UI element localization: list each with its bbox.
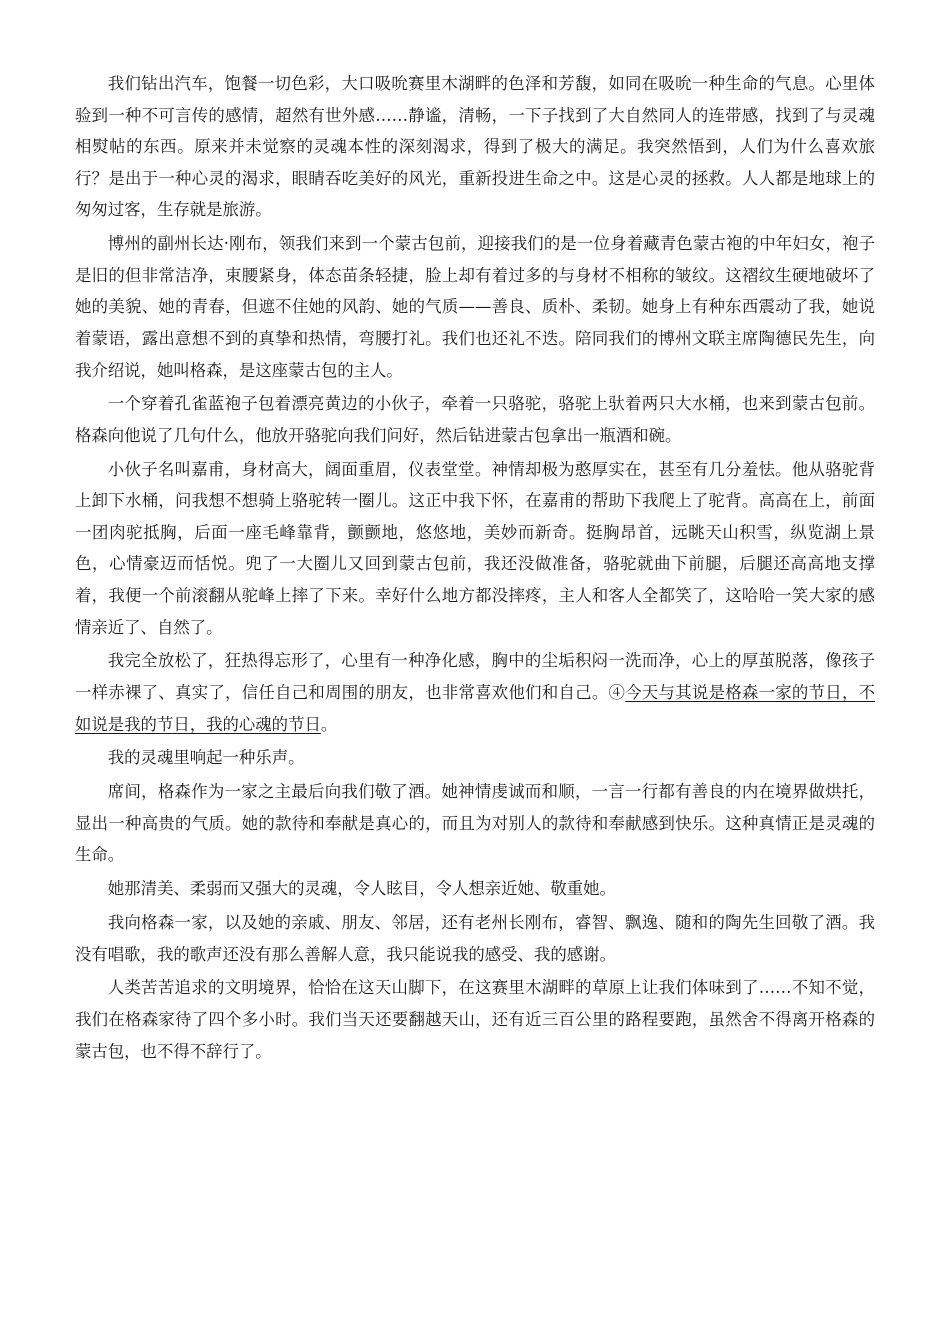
paragraph-9: 我向格森一家，以及她的亲戚、朋友、邻居，还有老州长刚布，睿智、飘逸、随和的陶先生回敬了酒。我没有唱歌，我的歌声还没有那么善解人意，我只能说我的感受、我的感谢。 <box>75 912 875 964</box>
paragraph-7: 席间，格森作为一家之主最后向我们敬了酒。她神情虔诚而和顺，一言一行都有善良的内在境界做烘托，显出一种高贵的气质。她的款待和奉献是真心的，而且为对别人的款待和奉献感到快乐。这种真情正是灵魂的生命。 <box>75 782 875 865</box>
document-body <box>75 68 875 1069</box>
paragraph-4: 小伙子名叫嘉甫，身材高大，阔面重眉，仪表堂堂。神情却极为憨厚实在，甚至有几分羞怯。他从骆驼背上卸下水桶，问我想不想骑上骆驼转一圈儿。这正中我下怀，在嘉甫的帮助下我爬上了驼背。高高在上，前面一团肉驼抵胸，后面一座毛峰靠背，颤颤地，悠悠地，美妙而新奇。挺胸昂首，远眺天山积雪，纵览湖上景色，心情豪迈而恬悦。兜了一大圈儿又回到蒙古包前，我还没做准备，骆驼就曲下前腿，后腿还高高地支撑着，我便一个前滚翻从驼峰上摔了下来。幸好什么地方都没摔疼，主人和客人全都笑了，这哈哈一笑大家的感情亲近了、自然了。 <box>75 459 875 637</box>
paragraph-1: 我们钻出汽车，饱餐一切色彩，大口吸吮赛里木湖畔的色泽和芳馥，如同在吸吮一种生命的气息。心里体验到一种不可言传的感情，超然有世外感……静谧，清畅，一下子找到了大自然同人的连带感，找到了与灵魂相熨帖的东西。原来并未觉察的灵魂本性的深刻渴求，得到了极大的满足。我突然悟到，人们为什么喜欢旅行？是出于一种心灵的渴求，眼睛吞吃美好的风光，重新投进生命之中。这是心灵的拯救。人人都是地球上的匆匆过客，生存就是旅游。 <box>75 74 875 220</box>
paragraph-8: 她那清美、柔弱而又强大的灵魂，令人眩目，令人想亲近她、敬重她。 <box>107 879 616 899</box>
underlined-sentence: 今天与其说是格森一家的节日，不如说是我的节日，我的心魂的节日 <box>75 683 876 734</box>
paragraph-5-text: 我完全放松了，狂热得忘形了，心里有一种净化感，胸中的尘垢积闷一洗而净，心上的厚茧脱落，像孩子一样赤裸了、真实了，信任自己和周围的朋友，也非常喜欢他们和自己。④ <box>75 651 875 703</box>
paragraph-6: 我的灵魂里响起一种乐声。 <box>107 748 305 768</box>
paragraph-10: 人类苦苦追求的文明境界，恰恰在这天山脚下，在这赛里木湖畔的草原上让我们体味到了……不知不觉，我们在格森家待了四个多小时。我们当天还要翻越天山，还有近三百公里的路程要跑，虽然舍不得离开格森的蒙古包，也不得不辞行了。 <box>75 978 875 1061</box>
paragraph-5-end: 。 <box>320 714 338 734</box>
paragraph-5 <box>75 645 875 740</box>
paragraph-3: 一个穿着孔雀蓝袍子包着漂亮黄边的小伙子，牵着一只骆驼，骆驼上驮着两只大水桶，也来到蒙古包前。格森向他说了几句什么，他放开骆驼向我们问好，然后钻进蒙古包拿出一瓶酒和碗。 <box>75 394 875 445</box>
paragraph-2: 博州的副州长达·刚布，领我们来到一个蒙古包前，迎接我们的是一位身着藏青色蒙古袍的中年妇女，袍子是旧的但非常洁净，束腰紧身，体态苗条轻捷，脸上却有着过多的与身材不相称的皱纹。这褶纹生硬地破坏了她的美貌、她的青春，但遮不住她的风韵、她的气质——善良、质朴、柔韧。她身上有种东西震动了我，她说着蒙语，露出意想不到的真挚和热情，弯腰打礼。我们也还礼不迭。陪同我们的博州文联主席陶德民先生，向我介绍说，她叫格森，是这座蒙古包的主人。 <box>75 234 875 380</box>
